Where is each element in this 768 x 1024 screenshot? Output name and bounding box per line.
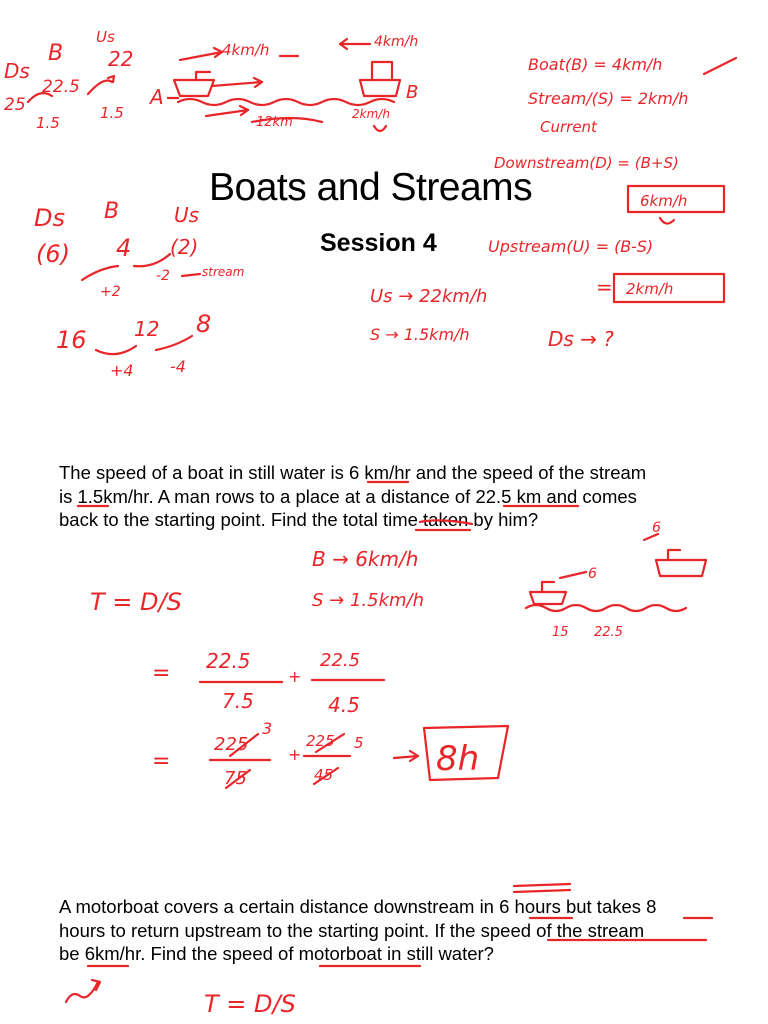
ink-downstream-value: 6km/h [640, 192, 688, 210]
question-2-line-2: hours to return upstream to the starting point. If the speed of the stream [59, 919, 645, 941]
ink-sol1-s: S → 1.5km/h [312, 590, 425, 611]
ink-b-label: B [48, 41, 64, 66]
svg-text:=: = [152, 661, 171, 686]
slide-title: Boats and Streams [209, 166, 533, 209]
ink-def-current: Current [540, 118, 597, 136]
ink-mid-right [370, 286, 614, 351]
question-1-line-1: The speed of a boat in still water is 6 km/hr and the speed of the stream [59, 462, 647, 483]
ink-ex-stream: stream [202, 265, 245, 279]
ink-sol1-r2d: 45 [314, 766, 334, 784]
ink-sol1-n1: 22.5 [206, 649, 251, 673]
ink-top-left-header [4, 28, 133, 132]
ink-sol1-r2n: 225 [306, 732, 335, 750]
ink-value-1-5-left: 1.5 [36, 114, 60, 132]
ink-ex-plus4: +4 [110, 361, 134, 380]
ink-sol1-d1: 7.5 [222, 689, 254, 713]
ink-boat-diagram [148, 34, 418, 131]
ink-ex-6: (6) [36, 240, 70, 268]
ink-value-22: 22 [108, 47, 134, 71]
question-1-line-3: back to the starting point. Find the total time taken by him? [59, 509, 539, 530]
question-2-line-1: A motorboat covers a certain distance downstream in 6 hours but takes 8 [59, 896, 657, 917]
svg-text:+: + [288, 745, 302, 764]
ink-mid-us: Us → 22km/h [370, 286, 488, 307]
ink-curve-left [28, 93, 52, 102]
ink-ex-b: B [104, 199, 120, 224]
ink-box-upstream [614, 274, 724, 302]
question-1 [59, 461, 739, 532]
ink-def-upstream: Upstream(U) = (B-S) [488, 237, 654, 256]
ink-sol2-formula: T = D/S [204, 990, 296, 1018]
svg-text:6: 6 [588, 566, 597, 582]
question-2 [59, 895, 739, 966]
ink-curve-right [88, 81, 112, 95]
ink-sol1-r1: 3 [262, 719, 273, 738]
ink-sol1-formula: T = D/S [90, 588, 182, 616]
ink-us-label: Us [96, 28, 115, 46]
ink-sketch-22-5: 22.5 [594, 625, 623, 640]
ink-sketch-15: 15 [552, 625, 569, 640]
ink-solution-2 [66, 980, 296, 1018]
ink-box-downstream [628, 186, 724, 212]
ink-sketch-wave [526, 605, 686, 611]
ink-sketch-boat-right [656, 560, 706, 576]
ink-sketch-boat-left [530, 592, 566, 604]
ink-sol1-n2: 22.5 [320, 650, 361, 671]
ink-def-downstream: Downstream(D) = (B+S) [494, 154, 679, 172]
ink-ex-us: Us [174, 203, 200, 227]
ink-check-arrow [66, 982, 98, 1002]
ink-def-boat: Boat(B) = 4km/h [528, 55, 663, 74]
ink-stream-speed: 2km/h [352, 107, 390, 121]
ink-value-22-5: 22.5 [42, 77, 80, 97]
svg-text:=: = [152, 749, 171, 774]
question-1-line-2: is 1.5km/hr. A man rows to a place at a distance of 22.5 km and comes [59, 485, 637, 507]
ink-ex-4: 4 [116, 234, 132, 262]
ink-ex-plus2: +2 [100, 284, 121, 300]
ink-distance: 12km [256, 115, 293, 130]
ink-sol1-r1d: 75 [224, 768, 247, 789]
ink-arrowhead [108, 76, 114, 82]
ink-ex-8: 8 [196, 310, 212, 338]
svg-text:+: + [288, 667, 302, 686]
question-2-line-3: be 6km/hr. Find the speed of motorboat in still water? [59, 943, 494, 964]
slide-subtitle: Session 4 [320, 229, 437, 257]
ink-left-example [34, 199, 244, 380]
ink-answer-box [424, 726, 508, 780]
ink-sol1-answer: 8h [436, 739, 480, 779]
ink-arrow-right-top [180, 52, 222, 60]
ink-ex-12: 12 [134, 317, 160, 341]
ink-ex-minus4: -4 [170, 357, 186, 376]
ink-ex-minus2: -2 [156, 268, 170, 284]
ink-boat-left [174, 80, 214, 96]
ink-ex-16: 16 [56, 326, 87, 354]
ink-ex-2: (2) [170, 235, 199, 259]
ink-point-b: B [406, 82, 419, 103]
svg-text:=: = [596, 275, 613, 299]
ink-sol1-r1n: 225 [214, 734, 249, 755]
ink-solution-1 [90, 520, 706, 789]
ink-value-1-5-right: 1.5 [100, 104, 124, 122]
ink-upstream-value: 2km/h [626, 280, 674, 298]
ink-sol1-r2: 5 [354, 734, 364, 752]
ink-ds-label: Ds [4, 59, 30, 83]
ink-speed-right: 4km/h [222, 41, 270, 59]
ink-speed-left: 4km/h [374, 34, 419, 50]
ink-point-a: A [150, 85, 164, 109]
ink-ex-ds: Ds [34, 204, 65, 232]
ink-def-stream: Stream/(S) = 2km/h [528, 89, 689, 108]
ink-boat-right [360, 80, 400, 96]
ink-mid-s: S → 1.5km/h [370, 325, 470, 344]
ink-value-25: 25 [4, 95, 26, 115]
ink-sol1-b: B → 6km/h [312, 547, 419, 571]
ink-stream-wave [178, 99, 394, 105]
ink-mid-ds: Ds → ? [548, 327, 614, 351]
ink-sketch-speed-top: 6 [652, 520, 661, 536]
ink-sol1-d2: 4.5 [328, 693, 360, 717]
